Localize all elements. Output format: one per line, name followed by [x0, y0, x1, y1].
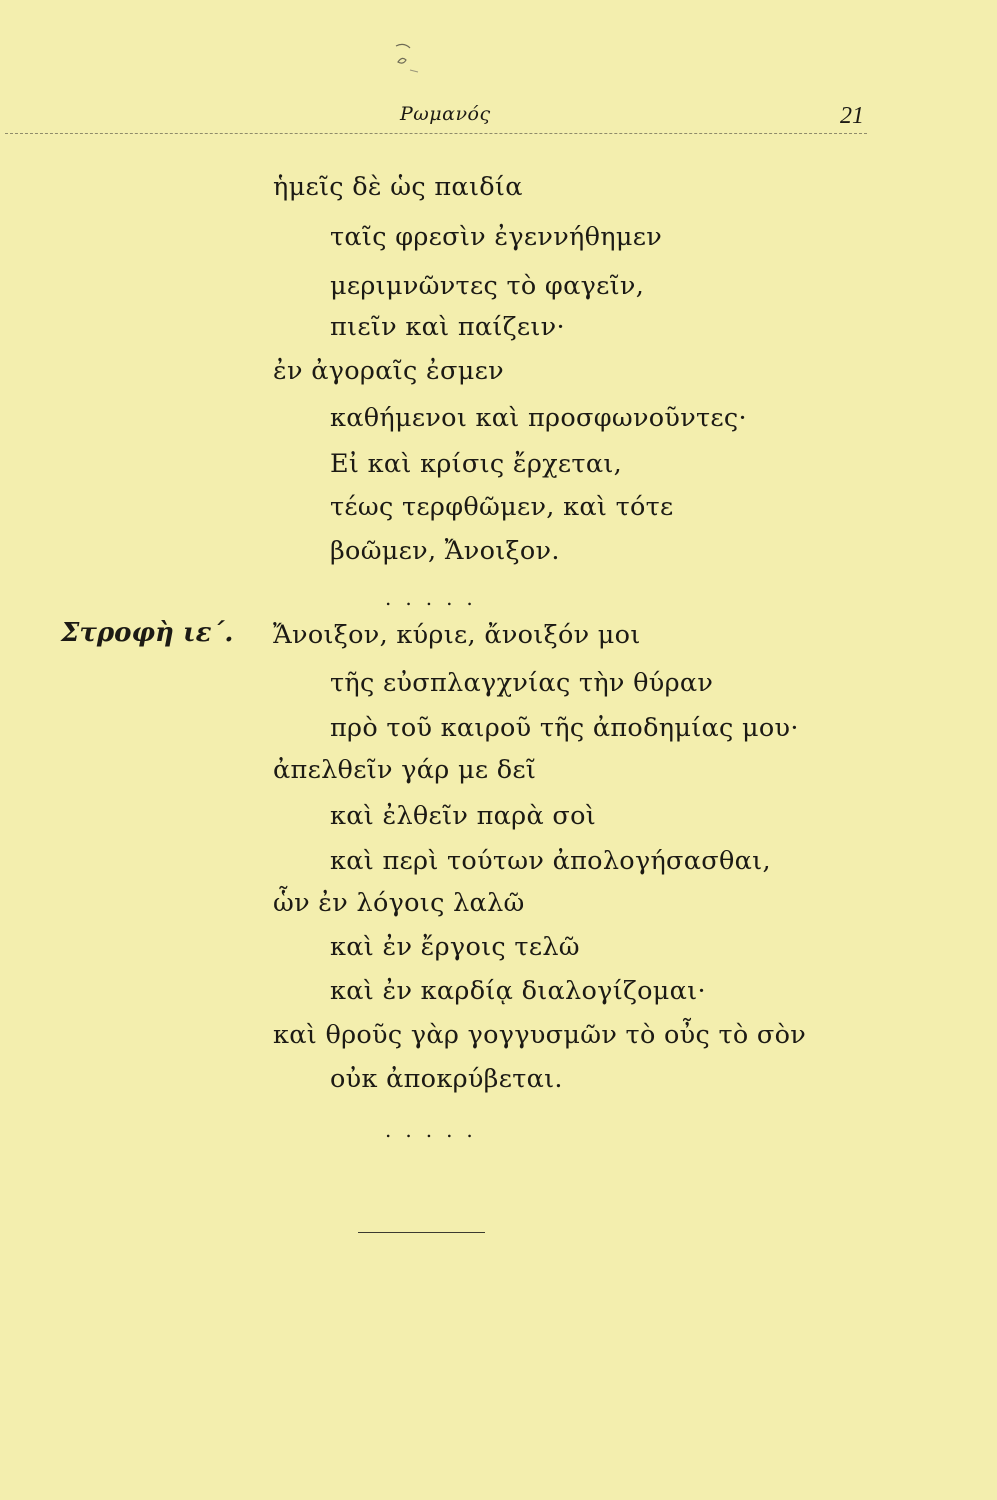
verse-line: πιεῖν καὶ παίζειν· [330, 312, 565, 342]
verse-line: ταῖς φρεσὶν ἐγεννήθημεν [330, 222, 663, 252]
ellipsis-separator: ..... [385, 1118, 487, 1142]
verse-line: καθήμενοι καὶ προσφωνοῦντες· [330, 403, 747, 433]
verse-line: τέως τερφθῶμεν, καὶ τότε [330, 492, 674, 522]
running-title: Ρωμανός [400, 103, 491, 125]
page-header [0, 95, 997, 135]
verse-line: πρὸ τοῦ καιροῦ τῆς ἀποδημίας μου· [330, 713, 799, 743]
page-number: 21 [840, 103, 864, 129]
strophe-label: Στροφὴ ιε΄. [61, 618, 234, 648]
verse-line: καὶ θροῦς γὰρ γογγυσμῶν τὸ οὖς τὸ σὸν [273, 1020, 807, 1050]
verse-line: Ἄνοιξον, κύριε, ἄνοιξόν μοι [273, 620, 641, 650]
verse-line: ἡμεῖς δὲ ὡς παιδία [273, 172, 523, 202]
verse-line: βοῶμεν, Ἄνοιξον. [330, 536, 560, 566]
verse-line: ἐν ἀγοραῖς ἐσμεν [273, 356, 504, 386]
verse-line: καὶ ἐν ἔργοις τελῶ [330, 932, 580, 962]
printer-mark-icon [388, 40, 428, 80]
verse-line: ἀπελθεῖν γάρ με δεῖ [273, 755, 537, 785]
verse-line: καὶ περὶ τούτων ἀπολογήσασθαι, [330, 846, 771, 876]
verse-line: καὶ ἐλθεῖν παρὰ σοὶ [330, 801, 597, 831]
verse-line: τῆς εὐσπλαγχνίας τὴν θύραν [330, 668, 714, 698]
verse-line: μεριμνῶντες τὸ φαγεῖν, [330, 271, 645, 301]
verse-line: οὐκ ἀποκρύβεται. [330, 1064, 563, 1094]
ellipsis-separator: ..... [385, 586, 487, 610]
verse-line: καὶ ἐν καρδίᾳ διαλογίζομαι· [330, 976, 706, 1006]
verse-line: ὧν ἐν λόγοις λαλῶ [273, 888, 525, 918]
header-rule [5, 133, 867, 134]
end-rule [358, 1232, 485, 1233]
verse-line: Εἰ καὶ κρίσις ἔρχεται, [330, 449, 623, 479]
